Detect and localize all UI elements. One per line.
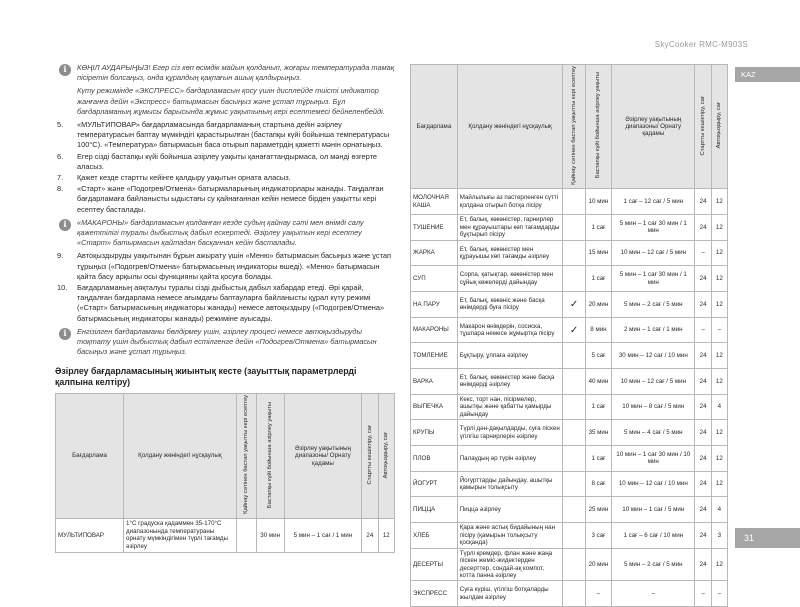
cell-delay: 24 (695, 420, 711, 446)
page-number: 31 (735, 528, 800, 548)
cell-boil (563, 523, 585, 549)
macaroni-text: «МАКАРОНЫ» бағдарламасын қолданған кезде судың қайнау сәті мен өнімді салу қажеттілігі туралы дыбыстық дабыл ескертеді. Әзірлеу уақытын кері есептеу «Старт» батырмасын қайтадан басқаннан кейін басталады. (77, 217, 364, 248)
cell-time-range: 10 мин – 1 сағ / 5 мин (612, 497, 695, 523)
cell-default-time: 40 мин (585, 369, 611, 395)
cell-time-range: 5 мин – 1 сағ 30 мин / 1 мин (612, 214, 695, 240)
cell-time-range: 5 мин – 4 сағ / 5 мин (612, 420, 695, 446)
left-column (55, 63, 395, 553)
cell-recommended: Қара және астық бидайының нан пісіру (қамырын толықсыту қосқанда) (457, 523, 563, 549)
cell-program: ВЫПЕЧКА (411, 394, 458, 420)
cell-program: СУП (411, 266, 458, 292)
cell-delay: 24 (695, 497, 711, 523)
cell-time-range: 10 мин – 12 сағ / 10 мин (612, 471, 695, 497)
step-item (55, 152, 395, 172)
cell-delay: – (695, 317, 711, 343)
cell-autoheat: 12 (711, 343, 727, 369)
table-row (411, 291, 728, 317)
cell-recommended: Бұқтыру, ұлпаға әзірлеу (457, 343, 563, 369)
cell-program: ПЛОВ (411, 446, 458, 472)
step-text: Қажет кезде стартты кейінге қалдыру уақытын орната аласыз. (77, 173, 291, 183)
cell-time-range: 5 мин – 1 сағ 30 мин / 1 мин (612, 266, 695, 292)
cell-delay: – (695, 581, 711, 607)
cell-delay: 24 (695, 369, 711, 395)
cell-recommended: Йогурттарды дайындау, ашытқы қамырын толықсыту (457, 471, 563, 497)
cell-boil (563, 369, 585, 395)
cell-autoheat: 12 (711, 369, 727, 395)
steps-list-b (55, 251, 395, 323)
cell-delay: 24 (695, 189, 711, 215)
cell-default-time: – (585, 581, 611, 607)
col-delay: Стартты кешіктіру, сағ (362, 394, 378, 518)
cell-default-time: 1 сағ (585, 446, 611, 472)
cell-time-range: 10 мин – 12 сағ / 5 мин (612, 369, 695, 395)
cell-autoheat: 4 (711, 394, 727, 420)
table-row (411, 497, 728, 523)
cell-delay: – (695, 240, 711, 266)
section-title: Әзірлеу бағдарламасының жиынтық кесте (зауыттық параметрлерді қалпына келтіру) (55, 366, 357, 388)
cell-recommended: Суға күріш, үгілгіш ботқаларды жылдам әзірлеу (457, 581, 563, 607)
cell-time-range: – (612, 581, 695, 607)
attention-note (55, 63, 395, 117)
cell-default-time: 1 сағ (585, 394, 611, 420)
right-column (410, 64, 728, 607)
cell-recommended: Ет, балық, көкөністер мен құрауышы көп тағамды әзірлеу (457, 240, 563, 266)
step-text: Бағдарламаның аяқталуы туралы сізді дыбыстық дабыл хабардар етеді. Әрі қарай, таңдалған бағдарлама немесе ағымдағы баптауларға байланысты құрал күту режимі («Старт» батырмасының индикаторы жанады) немесе автоқыздыру («Подогрев/Отмена» батырмасының индикаторы жанады) режиміне ауысады. (77, 283, 385, 323)
cell-default-time: 20 мин (585, 548, 611, 581)
cell-default-time: 1 сағ (585, 214, 611, 240)
table-row (411, 420, 728, 446)
table-row (411, 266, 728, 292)
cell-recommended: Палаудың әр түрін әзірлеу (457, 446, 563, 472)
cell-boil (563, 581, 585, 607)
cell-program: ЙОГУРТ (411, 471, 458, 497)
cell-program: МОЛОЧНАЯ КАША (411, 189, 458, 215)
cell-boil (563, 394, 585, 420)
step-item (55, 251, 395, 282)
step-text: Егер сізді бастапқы күйі бойынша әзірлеу уақыты қанағаттандырмаса, ол мәнді өзгерте аласыз. (77, 151, 377, 171)
attention-text: КӨҢІЛ АУДАРЫҢЫЗ! Егер сіз көп өсімдік майын қолданып, жоғары температурада тамақ пісіретін болсаңыз, онда құралдың қақпағын ашық қалдырыңыз. (77, 63, 395, 83)
cell-delay: 24 (695, 343, 711, 369)
cell-autoheat: – (711, 317, 727, 343)
cell-delay: 24 (695, 471, 711, 497)
cell-time-range: 30 мин – 12 сағ / 10 мин (612, 343, 695, 369)
cell-autoheat: 12 (711, 189, 727, 215)
cell-recommended: Кекс, торт нан, пісірмелер, ашытқы және қабатты қамырды дайындау (457, 394, 563, 420)
cell-recommended: Ет, балық, көкөністер, гарнирлер мен құрауыштары көп тағамдарды бұқтырып пісіру (457, 214, 563, 240)
cell-autoheat: 12 (711, 240, 727, 266)
cell-autoheat: 3 (711, 523, 727, 549)
table-row (411, 523, 728, 549)
step-number: 5. (57, 120, 64, 130)
cell-autoheat: 4 (711, 497, 727, 523)
col-boil: Қайнау сәтінен бастап уақытты кері есептеу (236, 394, 256, 518)
step-text: «Старт» және «Подогрев/Отмена» батырмаларының индикаторлары жанады. Таңдалған бағдарламаға байланысты ыдыстағы су қайнағаннан кейін немесе бірден уақытты кері есептеу басталады. (77, 184, 384, 214)
col-autoheat: Автоқыздыру, сағ (711, 65, 727, 189)
cell-default-time: 3 сағ (585, 523, 611, 549)
cell-program: МАКАРОНЫ (411, 317, 458, 343)
cell-recommended: Макарон өнімдерін, сосиска, тұшпара немесе жұмыртқа пісіру (457, 317, 563, 343)
cell-program: ЭКСПРЕСС (411, 581, 458, 607)
cell-program: ТУШЕНИЕ (411, 214, 458, 240)
autoheat-text: Енгізілген бағдарламаны бөлдірмеу үшін, әзірлеу процесі немесе автоқыздыруды тоқтату үшін дыбыстық дабыл естілгенге дейін «Подогрев/Отмена» батырмасын басыңыз және ұстап тұрыңыз. (77, 326, 377, 357)
cell-program: НА ПАРУ (411, 291, 458, 317)
express-text: Күту режимінде «ЭКСПРЕСС» бағдарламасын қосу үшін дисплейде тиісті индикатор жанғанға дейін «Экспресс» батырмасын басыңыз және ұстап тұрыңыз. Бұл бағдарламаның жұмысы барысында жұмыс уақытының кері есептемесі бейнеленбейді. (77, 86, 385, 116)
cell-program: ЖАРКА (411, 240, 458, 266)
cell-boil (563, 343, 585, 369)
cell-autoheat: – (711, 581, 727, 607)
cell-program: ТОМЛЕНИЕ (411, 343, 458, 369)
autoheat-note (55, 327, 395, 358)
table-row (411, 548, 728, 581)
col-recommended: Қолдану жөніндегі нұсқаулық (124, 394, 237, 518)
cell-boil (563, 548, 585, 581)
table-row (56, 518, 395, 552)
step-number: 8. (57, 184, 64, 194)
step-text: «МУЛЬТИПОВАР» бағдарламасында бағдарламаның стартына дейін әзірлеу температурасын баптау мүмкіндігі қарастырылған (бастапқы күйі бойынша температурасы 100°С). «Температура» батырмасын баса отырып параметрдің қажетті мәнін орнатыңыз. (77, 120, 390, 150)
macaroni-note (55, 218, 395, 249)
step-item (55, 173, 395, 183)
cell-boil (563, 497, 585, 523)
col-time-range: Әзірлеу уақытының диапазоны/ Орнату қадамы (284, 394, 361, 518)
col-default-time: Бастапқы күйі бойынша әзірлеу уақыты (256, 394, 284, 518)
cell-recommended: Пицца әзірлеу (457, 497, 563, 523)
col-autoheat: Автоқыздыру, сағ (378, 394, 394, 518)
info-icon: i (59, 64, 71, 76)
cell-delay: 24 (695, 548, 711, 581)
col-recommended: Қолдану жөніндегі нұсқаулық (457, 65, 563, 189)
step-text: Автоқыздыруды уақытынан бұрын ажырату үшін «Меню» батырмасын басыңыз және ұстап тұрыңыз («Подогрев/Отмена» батырмасының индикаторы өшеді). «Меню» батырмасын қайта басу арқылы осы функцияны қайта қосуға болады. (77, 251, 391, 281)
cell-autoheat: 12 (711, 266, 727, 292)
cell-boil (236, 518, 256, 552)
cell-boil (563, 266, 585, 292)
col-delay: Стартты кешіктіру, сағ (695, 65, 711, 189)
cell-time-range: 1 сағ – 6 сағ / 10 мин (612, 523, 695, 549)
col-program: Бағдарлама (411, 65, 458, 189)
table-row (411, 317, 728, 343)
cell-program: ДЕСЕРТЫ (411, 548, 458, 581)
step-number: 7. (57, 173, 64, 183)
cell-recommended: Сорпа, қатықтар, көкөністер мен сұйық көжелерді дайындау (457, 266, 563, 292)
table-row (411, 240, 728, 266)
cell-autoheat: 12 (711, 548, 727, 581)
cell-autoheat: 12 (711, 446, 727, 472)
table-row (411, 369, 728, 395)
cell-time-range: 5 мин – 2 сағ / 5 мин (612, 291, 695, 317)
step-number: 9. (57, 251, 64, 261)
info-icon: i (59, 219, 71, 231)
cell-delay: 24 (695, 394, 711, 420)
cell-autoheat: 12 (711, 471, 727, 497)
cell-autoheat: 12 (711, 420, 727, 446)
cell-boil: ✓ (563, 291, 585, 317)
cell-delay: 24 (695, 291, 711, 317)
table-row (411, 394, 728, 420)
info-icon: i (59, 328, 71, 340)
program-table-left (55, 393, 395, 552)
cell-recommended: Түрлі дән-дақылдарды, суға піскен үгілгіш гарнирлерін әзірлеу (457, 420, 563, 446)
cell-autoheat: 12 (378, 518, 394, 552)
cell-delay: 24 (695, 523, 711, 549)
cell-autoheat: 12 (711, 291, 727, 317)
cell-boil (563, 189, 585, 215)
cell-boil: ✓ (563, 317, 585, 343)
table-row (411, 189, 728, 215)
cell-boil (563, 471, 585, 497)
brand-model: SkyCooker RMC-M903S (654, 40, 748, 49)
program-table-right (410, 64, 728, 607)
cell-delay: 24 (695, 266, 711, 292)
cell-default-time: 10 мин (585, 189, 611, 215)
cell-recommended: Түрлі кремдер, флан және жаңа піскен жеміс-жидектерден десерттер, сондай-ақ компот, котта панна әзірлеу (457, 548, 563, 581)
cell-time-range: 1 сағ – 12 сағ / 5 мин (612, 189, 695, 215)
cell-delay: 24 (695, 214, 711, 240)
step-number: 10. (57, 283, 68, 293)
table-row (411, 471, 728, 497)
table-row (411, 581, 728, 607)
cell-default-time: 8 сағ (585, 471, 611, 497)
col-boil: Қайнау сәтінен бастап уақытты кері есептеу (563, 65, 585, 189)
cell-default-time: 20 мин (585, 291, 611, 317)
cell-time-range: 5 мин – 1 сағ / 1 мин (284, 518, 361, 552)
cell-time-range: 10 мин – 1 сағ 30 мин / 10 мин (612, 446, 695, 472)
cell-delay: 24 (695, 446, 711, 472)
cell-default-time: 15 мин (585, 240, 611, 266)
cell-delay: 24 (362, 518, 378, 552)
cell-default-time: 8 мин (585, 317, 611, 343)
col-time-range: Әзірлеу уақытының диапазоны/ Орнату қадамы (612, 65, 695, 189)
language-tab: KAZ (735, 67, 800, 82)
cell-recommended: Майлылығы аз пастерленген сүтті қолдана отырып ботқа пісіру (457, 189, 563, 215)
cell-program: ПИЦЦА (411, 497, 458, 523)
cell-program: МУЛЬТИПОВАР (56, 518, 124, 552)
cell-boil (563, 420, 585, 446)
table-row (411, 343, 728, 369)
steps-list-a (55, 120, 395, 215)
cell-program: КРУПЫ (411, 420, 458, 446)
cell-default-time: 25 мин (585, 497, 611, 523)
cell-boil (563, 240, 585, 266)
cell-default-time: 35 мин (585, 420, 611, 446)
cell-recommended: 1°С градуска қадаммен 35-170°С диапазонында температураны орнату мүмкіндігімен түрлі тағамды әзірлеу (124, 518, 237, 552)
cell-default-time: 5 сағ (585, 343, 611, 369)
cell-time-range: 2 мин – 1 сағ / 1 мин (612, 317, 695, 343)
cell-recommended: Ет, балық, көкөніс және басқа өнімдерді буға пісіру (457, 291, 563, 317)
table-row (411, 214, 728, 240)
col-default-time: Бастапқы күйі бойынша әзірлеу уақыты (585, 65, 611, 189)
table-row (411, 446, 728, 472)
cell-boil (563, 214, 585, 240)
cell-program: ВАРКА (411, 369, 458, 395)
cell-default-time: 1 сағ (585, 266, 611, 292)
step-item (55, 184, 395, 215)
cell-autoheat: 12 (711, 214, 727, 240)
step-item (55, 283, 395, 324)
cell-time-range: 5 мин – 2 сағ / 5 мин (612, 548, 695, 581)
cell-recommended: Ет, балық, көкөністер және басқа өнімдерді әзірлеу (457, 369, 563, 395)
step-number: 6. (57, 151, 64, 161)
cell-time-range: 10 мин – 12 сағ / 5 мин (612, 240, 695, 266)
cell-boil (563, 446, 585, 472)
cell-default-time: 30 мин (256, 518, 284, 552)
cell-time-range: 10 мин – 8 сағ / 5 мин (612, 394, 695, 420)
step-item (55, 120, 395, 151)
cell-program: ХЛЕБ (411, 523, 458, 549)
col-program: Бағдарлама (56, 394, 124, 518)
